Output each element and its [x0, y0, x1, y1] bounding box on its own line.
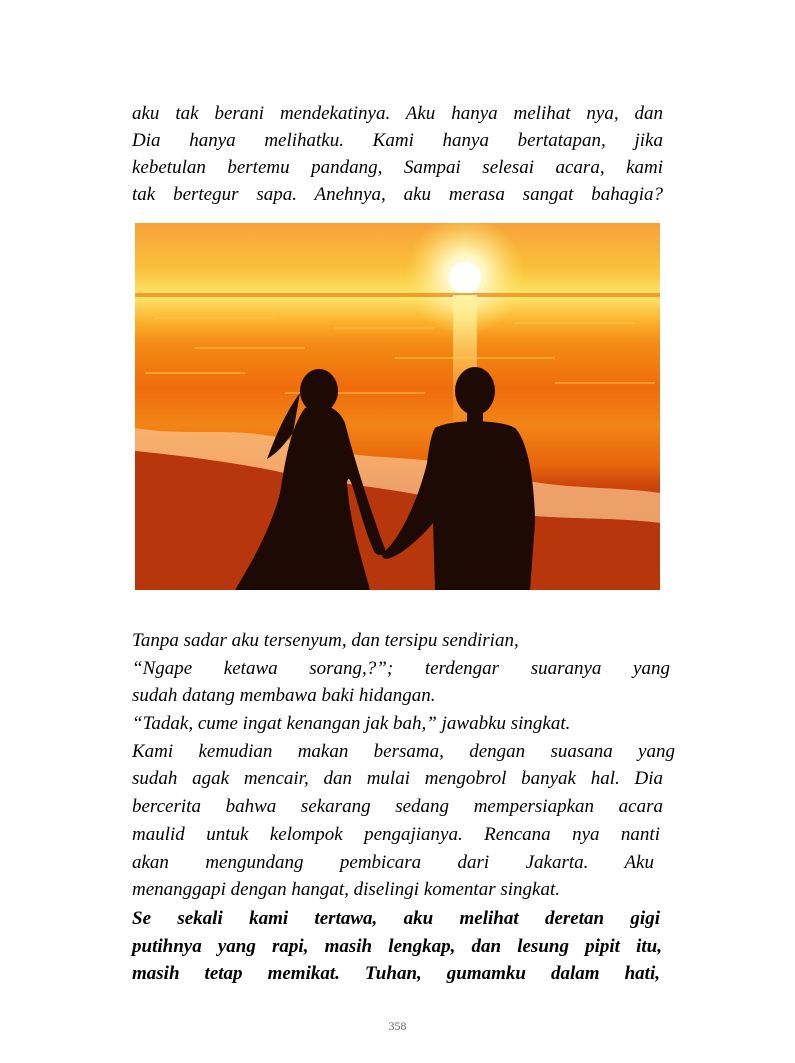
text-line: sudah datang membawa baki hidangan. — [132, 685, 436, 706]
text-line: aku tak berani mendekatinya. Aku hanya melihat nya, dan — [132, 103, 663, 124]
text-line: maulid untuk kelompok pengajianya. Rencana nya nanti — [132, 824, 660, 845]
page-number: 358 — [388, 1019, 407, 1033]
text-line: Kami kemudian makan bersama, dengan suasana yang — [132, 741, 675, 762]
text-line: Dia hanya melihatku. Kami hanya bertatapan, jika — [132, 130, 663, 151]
text-line: kebetulan bertemu pandang, Sampai selesai acara, kami — [132, 157, 663, 178]
text-line: akan mengundang pembicara dari Jakarta. Aku — [132, 852, 654, 873]
text-line: menanggapi dengan hangat, diselingi komentar singkat. — [132, 879, 560, 900]
text-line: “Tadak, cume ingat kenangan jak bah,” jawabku singkat. — [132, 713, 571, 734]
text-line-bold: Se sekali kami tertawa, aku melihat deretan gigi — [132, 908, 660, 929]
text-line: bercerita bahwa sekarang sedang mempersiapkan acara — [132, 796, 663, 817]
text-line-bold: masih tetap memikat. Tuhan, gumamku dalam hati, — [132, 963, 660, 984]
sun — [449, 262, 481, 294]
text-line: Tanpa sadar aku tersenyum, dan tersipu sendirian, — [132, 630, 519, 651]
sunset-couple-photo — [135, 223, 660, 590]
text-line: “Ngape ketawa sorang,?”; terdengar suaranya yang — [132, 658, 670, 679]
text-line-bold: putihnya yang rapi, masih lengkap, dan lesung pipit itu, — [132, 936, 662, 957]
water-ripples — [145, 318, 655, 393]
text-line: sudah agak mencair, dan mulai mengobrol banyak hal. Dia — [132, 768, 663, 789]
text-line: tak bertegur sapa. Anehnya, aku merasa sangat bahagia? — [132, 184, 663, 205]
photo-illustration — [135, 223, 660, 590]
